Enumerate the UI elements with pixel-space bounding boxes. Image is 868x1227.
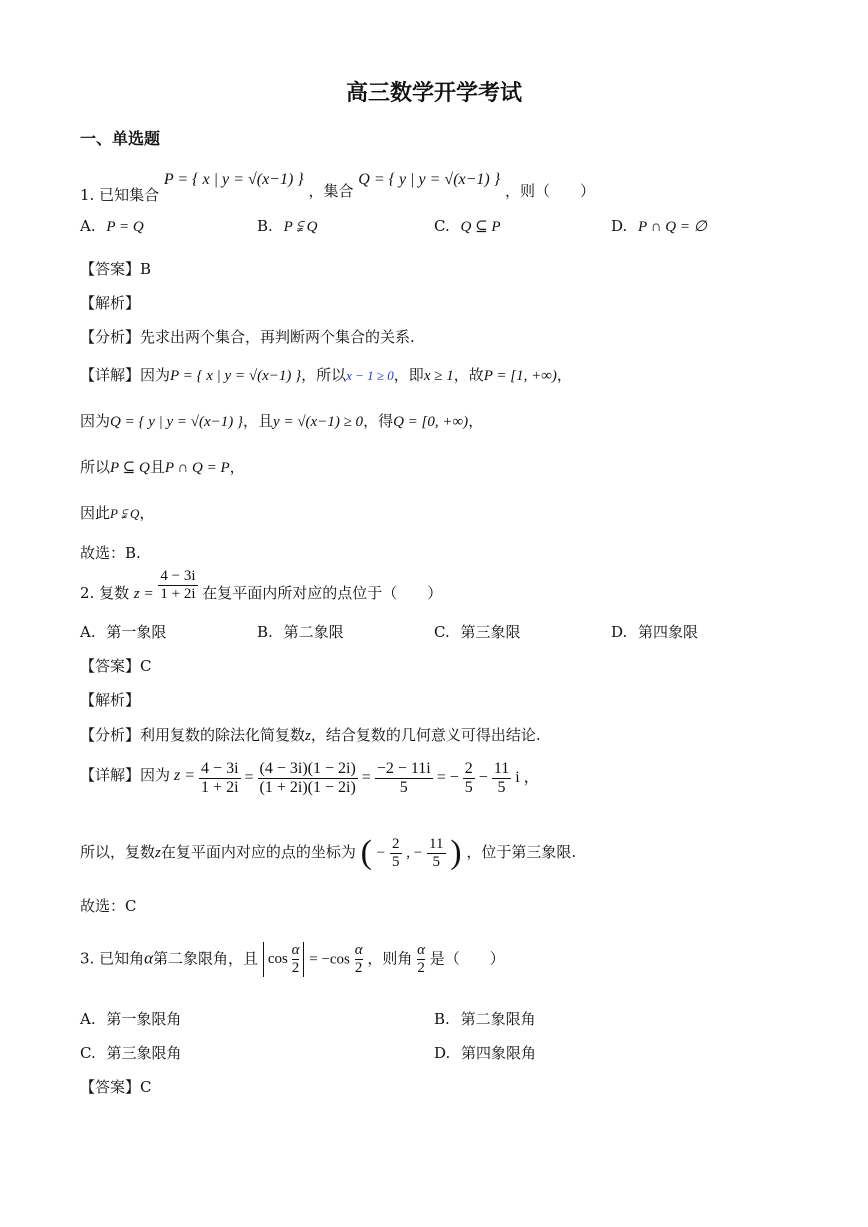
q2-coordinate-line: 所以，复数z在复平面内对应的点的坐标为 ( − $\frac{2}{5}$ , − $\frac{11}{5}$ ) ，位于第三象限. (80, 834, 577, 871)
q2-option-d[interactable]: D. 第四象限 (611, 623, 699, 641)
q3-answer: 【答案】C (80, 1078, 152, 1096)
q2-frac-4: $\frac{2}{5}$ (464, 760, 473, 796)
page-title: 高三数学开学考试 (345, 80, 522, 106)
q1-detail-line4: 因此P ⫋ Q， (80, 504, 155, 522)
q2-detail: 【详解】因为 z = $\frac{4 - 3i}{1 + 2i}$ = $\frac{(4 - 3i)(1 - 2i)}{(1 + 2i)(1 - 2i)}$ = $\frac{-2 - 11i}{5}$ = − $\frac{2}{5}$ − $\frac{11}{5}$ i ， (80, 760, 540, 796)
q1-option-c[interactable]: C. Q ⊆ P (434, 217, 501, 235)
q1-fenxi: 【分析】先求出两个集合，再判断两个集合的关系. (80, 328, 415, 346)
q3-abs-cos: cos $\frac{\alpha}{2}$ (263, 942, 305, 977)
q1-set-q: Q = { y | y = √(x−1) } (358, 171, 501, 188)
q3-option-c[interactable]: C. 第三象限角 (80, 1044, 182, 1062)
q1-detail-line2: 因为Q = { y | y = √(x−1) }，且y = √(x−1) ≥ 0，得Q = [0, +∞)， (80, 412, 484, 430)
section-heading: 一、单选题 (80, 129, 161, 148)
q2-frac-1: $\frac{4 - 3i}{1 + 2i}$ (201, 760, 239, 796)
q2-coord-frac-2: $\frac{11}{5}$ (429, 835, 444, 870)
q2-coord-frac-1: $\frac{2}{5}$ (392, 835, 400, 870)
q1-option-d[interactable]: D. P ∩ Q = ∅ (611, 217, 707, 235)
q2-option-c[interactable]: C. 第三象限 (434, 623, 521, 641)
q1-stem: 1. 已知集合 P = { x | y = √(x−1) } ，集合 Q = { y | y = √(x−1) } ，则（ ） (80, 171, 595, 204)
q2-stem: 2. 复数 z = $\frac{4 - 3i}{1 + 2i}$ 在复平面内所对应的点位于（ ） (80, 568, 443, 602)
q3-stem: 3. 已知角α第二象限角，且 cos $\frac{\alpha}{2}$ = −cos $\frac{\alpha}{2}$ ，则角 $\frac{\alpha}{2}$ 是（ ） (80, 942, 505, 976)
q2-frac-2: $\frac{(4 - 3i)(1 - 2i)}{(1 + 2i)(1 - 2i)}$ (259, 760, 356, 796)
q2-option-a[interactable]: A. 第一象限 (80, 623, 167, 641)
q2-analysis-heading: 【解析】 (80, 691, 141, 709)
q1-answer: 【答案】B (80, 260, 152, 278)
q2-option-b[interactable]: B. 第二象限 (257, 623, 344, 641)
q3-option-b[interactable]: B. 第二象限角 (434, 1010, 536, 1028)
q3-option-a[interactable]: A. 第一象限角 (80, 1010, 182, 1028)
q1-analysis-heading: 【解析】 (80, 294, 141, 312)
q1-option-a[interactable]: A. P = Q (80, 217, 144, 235)
q3-option-d[interactable]: D. 第四象限角 (434, 1044, 537, 1062)
q2-conclusion: 故选：C (80, 897, 137, 915)
q1-option-b[interactable]: B. P ⫋ Q (257, 217, 318, 235)
q2-fenxi: 【分析】利用复数的除法化简复数z，结合复数的几何意义可得出结论. (80, 726, 541, 744)
q2-fraction: $\frac{4 - 3i}{1 + 2i}$ (160, 568, 196, 602)
q1-conclusion: 故选：B. (80, 544, 141, 562)
q1-set-p: P = { x | y = √(x−1) } (163, 171, 304, 188)
q1-detail-line3: 所以P ⊆ Q且P ∩ Q = P， (80, 458, 245, 476)
q2-answer: 【答案】C (80, 657, 152, 675)
q2-frac-3: $\frac{-2 - 11i}{5}$ (376, 760, 431, 796)
q2-frac-5: $\frac{11}{5}$ (493, 760, 510, 796)
q1-detail-line1: 【详解】因为P = { x | y = √(x−1) }，所以x − 1 ≥ 0，即x ≥ 1，故P = [1, +∞)， (80, 366, 572, 384)
